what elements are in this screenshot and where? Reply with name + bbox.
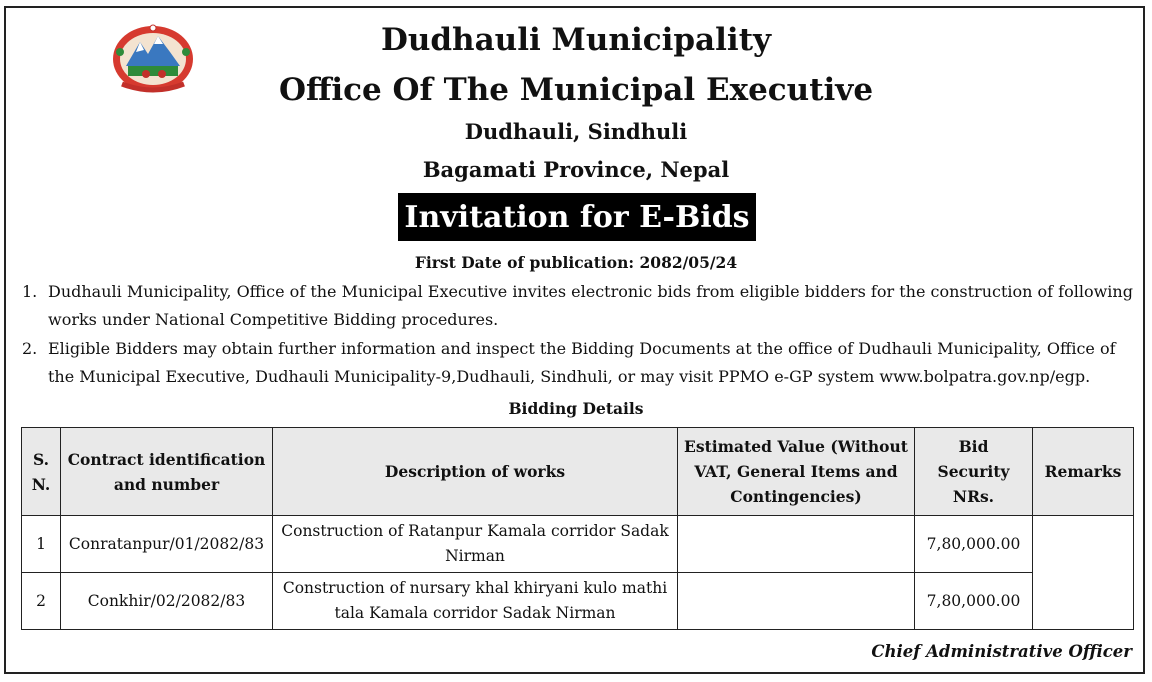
- cell-contract: Conratanpur/01/2082/83: [61, 516, 273, 573]
- notice-title: Invitation for E-Bids: [398, 193, 756, 241]
- paragraph-1: [22, 278, 1137, 334]
- header-contract: Contract identification and number: [61, 428, 273, 516]
- table-row: [22, 516, 1134, 573]
- header-estimate: Estimated Value (Without VAT, General Items and Contingencies): [678, 428, 915, 516]
- cell-remarks: [1033, 516, 1134, 630]
- paragraph-2: [22, 335, 1137, 391]
- municipality-name: Dudhauli Municipality: [380, 22, 772, 58]
- table-header-row: [22, 428, 1134, 516]
- header-description: Description of works: [273, 428, 678, 516]
- cell-sn: 2: [22, 573, 61, 630]
- office-province: Bagamati Province, Nepal: [422, 157, 730, 182]
- signature: Chief Administrative Officer: [871, 642, 1132, 661]
- header-sn: S. N.: [22, 428, 61, 516]
- office-location: Dudhauli, Sindhuli: [464, 119, 688, 144]
- header-remarks: Remarks: [1033, 428, 1134, 516]
- cell-description: Construction of nursary khal khiryani kulo mathi tala Kamala corridor Sadak Nirman: [273, 573, 678, 630]
- cell-security: 7,80,000.00: [915, 516, 1033, 573]
- paragraph-text: Eligible Bidders may obtain further information and inspect the Bidding Documents at the office of Dudhauli Municipality, Office of the Municipal Executive, Dudhauli Municipality-9,Dudhauli, Sindhuli, or may visit PPMO e-GP system www.bolpatra.gov.np/egp.: [48, 339, 1116, 386]
- cell-estimate: [678, 573, 915, 630]
- cell-estimate: [678, 516, 915, 573]
- publication-date: First Date of publication: 2082/05/24: [414, 253, 738, 272]
- cell-security: 7,80,000.00: [915, 573, 1033, 630]
- cell-contract: Conkhir/02/2082/83: [61, 573, 273, 630]
- paragraph-text: Dudhauli Municipality, Office of the Municipal Executive invites electronic bids from eligible bidders for the construction of following works under National Competitive Bidding procedures.: [48, 282, 1133, 329]
- office-name: Office Of The Municipal Executive: [278, 72, 874, 108]
- bidding-table: [21, 427, 1134, 630]
- paragraph-number: 2.: [22, 339, 38, 358]
- paragraph-number: 1.: [22, 282, 38, 301]
- cell-sn: 1: [22, 516, 61, 573]
- table-title: Bidding Details: [508, 399, 644, 418]
- table-row: [22, 573, 1134, 630]
- header-security: Bid Security NRs.: [915, 428, 1033, 516]
- cell-description: Construction of Ratanpur Kamala corridor Sadak Nirman: [273, 516, 678, 573]
